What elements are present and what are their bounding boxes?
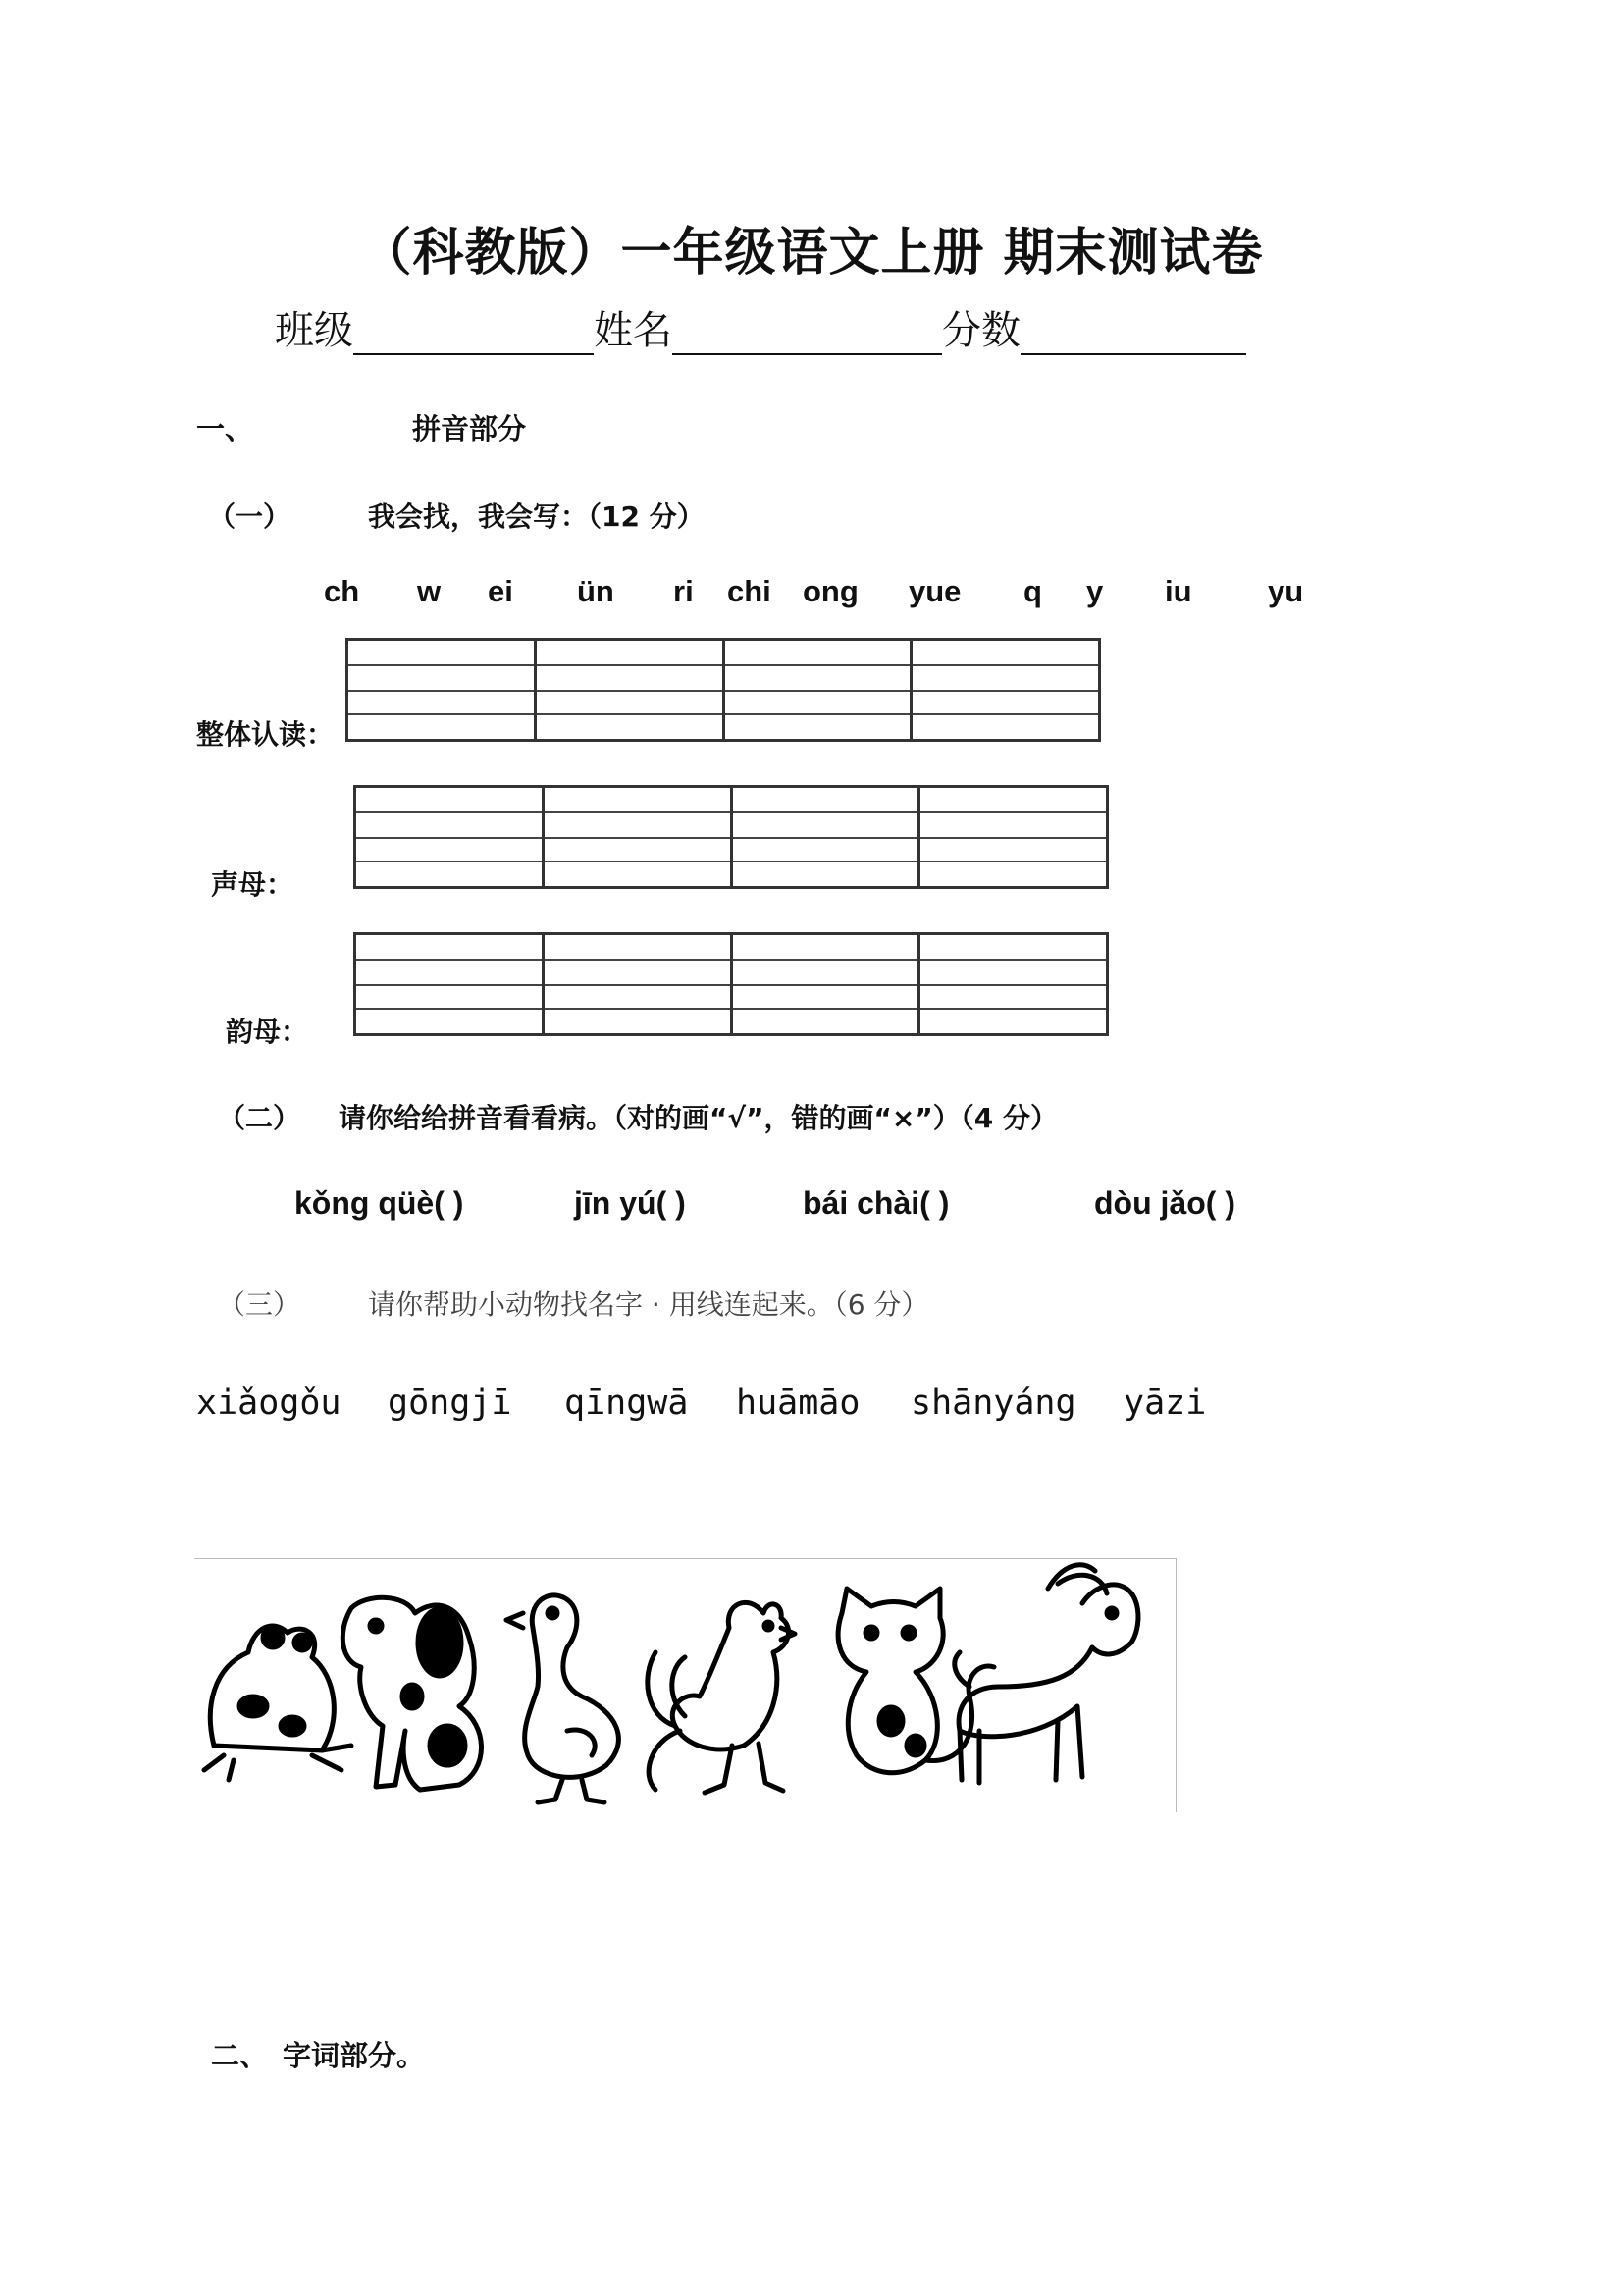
writing-cell[interactable] [356,788,545,886]
frog-icon[interactable] [204,1626,351,1780]
writing-cell[interactable] [356,935,545,1033]
pinyin-item: ong [803,574,859,608]
q1-number: （一） [208,500,291,533]
writing-cell[interactable] [545,935,733,1033]
animal-name-word[interactable]: qīngwā [564,1383,689,1423]
writing-cell[interactable] [733,935,921,1033]
q2-number: （二） [218,1102,301,1134]
name-blank[interactable] [672,310,942,355]
pinyin-item: w [417,574,442,608]
pinyin-check-item[interactable]: jīn yú( ) [574,1185,686,1221]
q3-title: 请你帮助小动物找名字 · 用线连起来。（6 分） [368,1288,929,1321]
writing-cell[interactable] [920,935,1106,1033]
pinyin-item: ün [577,574,614,608]
writing-cell[interactable] [733,788,921,886]
q3-number: （三） [218,1288,301,1321]
animal-name-word[interactable]: shānyáng [911,1383,1076,1423]
animal-drawings [194,1559,1176,1812]
section2-title: 字词部分。 [283,2039,426,2072]
writing-cell[interactable] [348,641,537,739]
pinyin-item: q [1023,574,1042,608]
score-blank[interactable] [1021,310,1246,355]
writing-grid-whole-syllable[interactable] [345,638,1101,742]
score-label: 分数 [942,308,1021,353]
writing-cell[interactable] [545,788,733,886]
animal-name-word[interactable]: yāzi [1124,1383,1207,1423]
q1-title: 我会找，我会写：（12 分） [368,500,705,533]
pinyin-item: y [1086,574,1104,608]
animal-name-word[interactable]: huāmāo [736,1383,861,1423]
writing-grid-finals[interactable] [353,932,1109,1036]
pinyin-item: ei [488,574,513,608]
grid-label-finals: 韵母： [226,1016,309,1048]
writing-cell[interactable] [920,788,1106,886]
animal-name-word[interactable]: xiǎogǒu [196,1383,341,1423]
grid-label-initials: 声母： [211,868,294,901]
writing-cell[interactable] [537,641,725,739]
duck-icon[interactable] [506,1595,618,1802]
student-info-line [275,299,1246,355]
writing-cell[interactable] [913,641,1098,739]
q1-pinyin-row [0,574,1624,613]
cat-icon[interactable] [838,1589,994,1773]
pinyin-item: iu [1165,574,1192,608]
pinyin-item: yu [1268,574,1304,608]
q2-title: 请你给给拼音看看病。（对的画“√”，错的画“×”）（4 分） [339,1102,1058,1134]
pinyin-item: ri [673,574,694,608]
name-label: 姓名 [594,308,672,353]
animal-pictures [194,1558,1177,1812]
section1-title: 拼音部分 [412,412,527,445]
pinyin-item: chi [727,574,771,608]
section1-number: 一、 [196,412,254,445]
pinyin-check-item[interactable]: dòu jǎo( ) [1094,1185,1235,1221]
animal-name-word[interactable]: gōngjī [388,1383,512,1423]
pinyin-item: ch [324,574,360,608]
goat-icon[interactable] [955,1565,1138,1783]
grid-label-whole-syllable: 整体认读： [196,718,335,751]
class-blank[interactable] [353,310,594,355]
pinyin-check-item[interactable]: bái chài( ) [803,1185,950,1221]
pinyin-check-item[interactable]: kǒng qüè( ) [294,1185,464,1221]
writing-cell[interactable] [725,641,914,739]
class-label: 班级 [275,308,353,353]
dog-icon[interactable] [342,1597,481,1790]
page-title: （科教版）一年级语文上册 期末测试卷 [360,223,1264,283]
pinyin-item: yue [909,574,962,608]
writing-grid-initials[interactable] [353,785,1109,889]
rooster-icon[interactable] [648,1602,795,1793]
section2-number: 二、 [211,2039,269,2072]
